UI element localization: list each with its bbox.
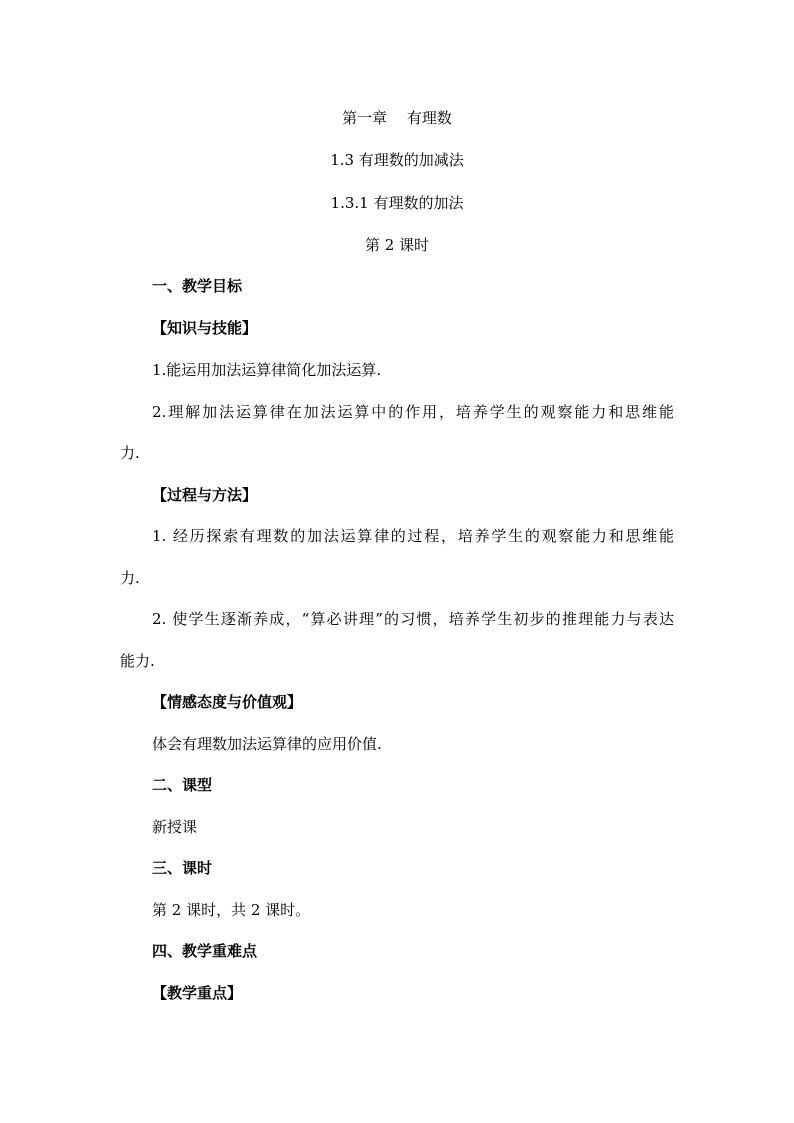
knowledge-item-2-line-1: 2.理解加法运算律在加法运算中的作用，培养学生的观察能力和思维能 xyxy=(152,403,674,421)
knowledge-heading: 【知识与技能】 xyxy=(152,319,258,337)
section-title: 1.3 有理数的加减法 xyxy=(330,151,464,169)
type-heading: 二、课型 xyxy=(152,776,213,794)
knowledge-item-1: 1.能运用加法运算律简化加法运算. xyxy=(152,361,382,379)
keypoint-heading: 【教学重点】 xyxy=(152,984,243,1002)
attitude-item-1: 体会有理数加法运算律的应用价值. xyxy=(152,735,382,753)
keypoints-heading: 四、教学重难点 xyxy=(152,942,258,960)
chapter-title: 第一章 有理数 xyxy=(342,109,452,127)
hours-heading: 三、课时 xyxy=(152,859,213,877)
lesson-title: 第 2 课时 xyxy=(364,236,430,254)
process-heading: 【过程与方法】 xyxy=(152,486,258,504)
process-item-1-line-1: 1. 经历探索有理数的加法运算律的过程，培养学生的观察能力和思维能 xyxy=(152,527,674,545)
process-item-2-line-1: 2. 使学生逐渐养成，“算必讲理”的习惯，培养学生初步的推理能力与表达 xyxy=(152,610,674,628)
hours-value: 第 2 课时，共 2 课时。 xyxy=(152,901,311,919)
process-item-1-line-2: 力. xyxy=(120,569,140,587)
subsection-title: 1.3.1 有理数的加法 xyxy=(330,194,464,212)
attitude-heading: 【情感态度与价值观】 xyxy=(152,693,303,711)
type-value: 新授课 xyxy=(152,818,198,836)
knowledge-item-2-line-2: 力. xyxy=(120,444,140,462)
objectives-heading: 一、教学目标 xyxy=(152,277,243,295)
process-item-2-line-2: 能力. xyxy=(120,652,155,670)
